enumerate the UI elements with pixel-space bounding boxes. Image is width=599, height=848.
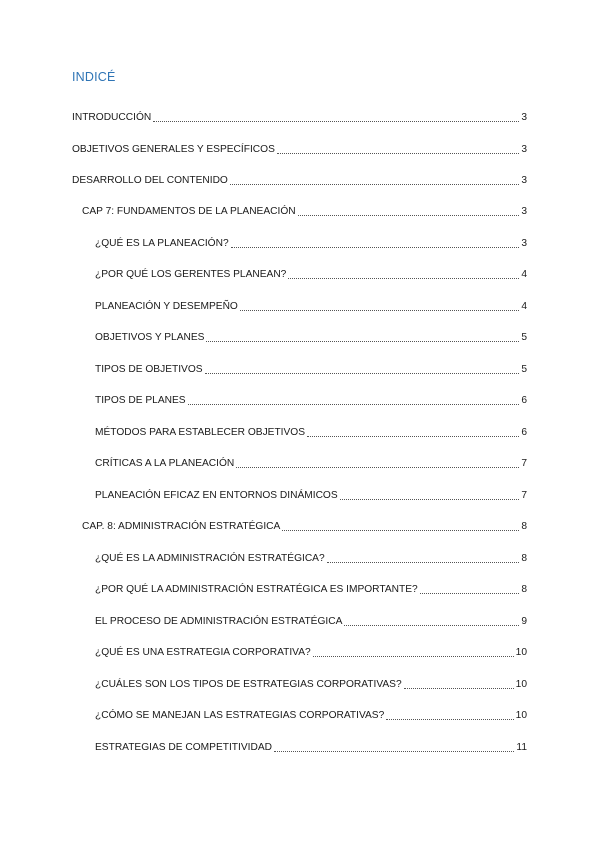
toc-entry-planeacion-desempeno[interactable] <box>95 300 527 314</box>
toc-entry-page-number: 3 <box>521 112 527 123</box>
toc-entry-proceso-administracion[interactable] <box>95 615 527 629</box>
toc-entry-cap-8[interactable] <box>82 520 527 534</box>
toc-entry-page-number: 3 <box>521 206 527 217</box>
toc-entry-page-number: 8 <box>521 584 527 595</box>
dot-leader <box>240 310 519 311</box>
toc-entry-label: ¿CÓMO SE MANEJAN LAS ESTRATEGIAS CORPORATIVAS? <box>95 710 385 721</box>
toc-entry-label: PLANEACIÓN Y DESEMPEÑO <box>95 301 238 312</box>
toc-entry-label: TIPOS DE OBJETIVOS <box>95 364 203 375</box>
toc-entry-desarrollo[interactable] <box>72 174 527 188</box>
toc-entry-label: ¿QUÉ ES UNA ESTRATEGIA CORPORATIVA? <box>95 647 311 658</box>
toc-entry-metodos-objetivos[interactable] <box>95 426 527 440</box>
dot-leader <box>206 341 519 342</box>
toc-entry-page-number: 8 <box>521 521 527 532</box>
toc-entry-label: CRÍTICAS A LA PLANEACIÓN <box>95 458 235 469</box>
toc-entry-label: ¿QUÉ ES LA ADMINISTRACIÓN ESTRATÉGICA? <box>95 553 325 564</box>
toc-entry-page-number: 7 <box>521 458 527 469</box>
toc-entry-label: TIPOS DE PLANES <box>95 395 186 406</box>
toc-entry-objetivos-planes[interactable] <box>95 331 527 345</box>
toc-entry-label: ¿POR QUÉ LA ADMINISTRACIÓN ESTRATÉGICA ES IMPORTANTE? <box>95 584 418 595</box>
toc-entry-tipos-estrategias-corporativas[interactable] <box>95 678 527 692</box>
toc-entry-label: DESARROLLO DEL CONTENIDO <box>72 175 228 186</box>
toc-entry-page-number: 3 <box>521 144 527 155</box>
toc-entry-introduccion[interactable] <box>72 111 527 125</box>
toc-entry-page-number: 6 <box>521 427 527 438</box>
dot-leader <box>340 499 520 500</box>
toc-entry-page-number: 6 <box>521 395 527 406</box>
toc-entry-label: MÉTODOS PARA ESTABLECER OBJETIVOS <box>95 427 306 438</box>
dot-leader <box>282 530 519 531</box>
toc-entry-objetivos-generales[interactable] <box>72 143 527 157</box>
dot-leader <box>386 719 513 720</box>
toc-entry-tipos-objetivos[interactable] <box>95 363 527 377</box>
dot-leader <box>307 436 519 437</box>
toc-heading: INDICÉ <box>72 70 116 84</box>
dot-leader <box>153 121 519 122</box>
dot-leader <box>298 215 520 216</box>
toc-entry-page-number: 5 <box>521 364 527 375</box>
toc-entry-label: INTRODUCCIÓN <box>72 112 152 123</box>
toc-entry-page-number: 3 <box>521 175 527 186</box>
toc-entry-label: ESTRATEGIAS DE COMPETITIVIDAD <box>95 742 272 753</box>
toc-entry-page-number: 5 <box>521 332 527 343</box>
toc-entry-que-es-estrategia-corporativa[interactable] <box>95 646 527 660</box>
toc-entry-page-number: 3 <box>521 238 527 249</box>
dot-leader <box>288 278 519 279</box>
dot-leader <box>236 467 519 468</box>
dot-leader <box>313 656 514 657</box>
toc-entry-cap-7[interactable] <box>82 205 527 219</box>
toc-entry-page-number: 10 <box>515 710 527 721</box>
toc-entry-por-que-administracion-importante[interactable] <box>95 583 527 597</box>
dot-leader <box>404 688 514 689</box>
toc-entry-page-number: 9 <box>521 616 527 627</box>
dot-leader <box>230 184 519 185</box>
toc-entry-label: ¿QUÉ ES LA PLANEACIÓN? <box>95 238 229 249</box>
toc-entry-que-es-administracion-estrategica[interactable] <box>95 552 527 566</box>
toc-entry-como-se-manejan-estrategias[interactable] <box>95 709 527 723</box>
toc-entry-page-number: 8 <box>521 553 527 564</box>
toc-entry-estrategias-competitividad[interactable] <box>95 741 527 755</box>
dot-leader <box>231 247 520 248</box>
toc-entry-page-number: 4 <box>521 301 527 312</box>
toc-entry-page-number: 10 <box>515 647 527 658</box>
toc-entry-label: CAP. 8: ADMINISTRACIÓN ESTRATÉGICA <box>82 521 281 532</box>
dot-leader <box>277 153 519 154</box>
dot-leader <box>274 751 514 752</box>
dot-leader <box>188 404 520 405</box>
dot-leader <box>327 562 520 563</box>
toc-entry-tipos-planes[interactable] <box>95 394 527 408</box>
toc-entry-page-number: 10 <box>515 679 527 690</box>
toc-entry-por-que-gerentes-planean[interactable] <box>95 268 527 282</box>
toc-entry-criticas-planeacion[interactable] <box>95 457 527 471</box>
toc-entry-label: EL PROCESO DE ADMINISTRACIÓN ESTRATÉGICA <box>95 616 343 627</box>
toc-entry-label: PLANEACIÓN EFICAZ EN ENTORNOS DINÁMICOS <box>95 490 338 501</box>
toc-entry-label: OBJETIVOS Y PLANES <box>95 332 205 343</box>
dot-leader <box>344 625 519 626</box>
toc-entry-label: ¿CUÁLES SON LOS TIPOS DE ESTRATEGIAS CORPORATIVAS? <box>95 679 402 690</box>
dot-leader <box>420 593 520 594</box>
toc-entry-page-number: 11 <box>516 742 527 753</box>
toc-entry-label: OBJETIVOS GENERALES Y ESPECÍFICOS <box>72 144 275 155</box>
toc-entry-page-number: 7 <box>521 490 527 501</box>
toc-entry-page-number: 4 <box>521 269 527 280</box>
toc-entry-que-es-planeacion[interactable] <box>95 237 527 251</box>
toc-entry-label: ¿POR QUÉ LOS GERENTES PLANEAN? <box>95 269 287 280</box>
dot-leader <box>205 373 520 374</box>
toc-entry-planeacion-eficaz[interactable] <box>95 489 527 503</box>
toc-entry-label: CAP 7: FUNDAMENTOS DE LA PLANEACIÓN <box>82 206 296 217</box>
